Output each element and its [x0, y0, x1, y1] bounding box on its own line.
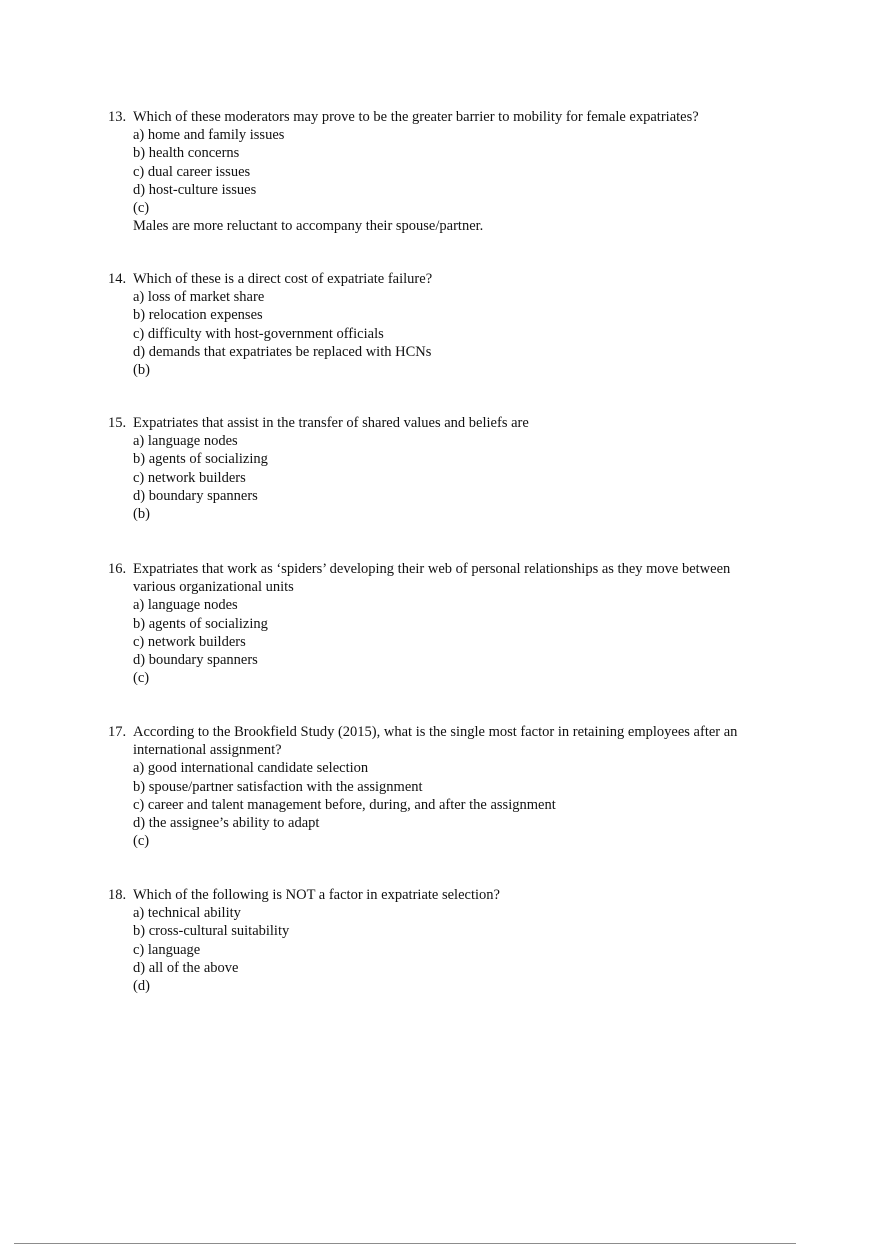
option-a: a) good international candidate selection [133, 760, 369, 777]
answer-note: Males are more reluctant to accompany their spouse/partner. [133, 218, 484, 235]
question-number: 15. [108, 415, 127, 431]
answer-key: (d) [133, 978, 150, 995]
question-number: 14. [108, 271, 127, 287]
footer-divider [14, 1243, 796, 1244]
question-number: 13. [108, 109, 127, 125]
question-15 [108, 414, 768, 523]
option-a: a) language nodes [133, 597, 238, 614]
option-b: b) spouse/partner satisfaction with the assignment [133, 778, 423, 795]
option-c: c) language [133, 941, 201, 958]
option-c: c) network builders [133, 469, 246, 486]
answer-key: (b) [133, 506, 150, 523]
option-d: d) boundary spanners [133, 652, 258, 669]
answer-key: (c) [133, 833, 150, 850]
question-prompt [108, 560, 768, 578]
question-text: Which of these moderators may prove to be the greater barrier to mobility for female expatriates? [133, 109, 699, 125]
question-14 [108, 270, 768, 379]
question-number: 18. [108, 887, 127, 903]
question-16 [108, 560, 768, 687]
option-b: b) health concerns [133, 145, 240, 162]
question-prompt [108, 108, 768, 126]
question-prompt [108, 886, 768, 904]
option-b: b) agents of socializing [133, 615, 268, 632]
option-d: d) demands that expatriates be replaced with HCNs [133, 343, 432, 360]
option-a: a) technical ability [133, 905, 241, 922]
question-17 [108, 723, 768, 850]
option-d: d) the assignee’s ability to adapt [133, 815, 320, 832]
question-text-continued: various organizational units [133, 579, 294, 596]
option-b: b) cross-cultural suitability [133, 923, 290, 940]
question-prompt [108, 270, 768, 288]
question-text: Which of these is a direct cost of expatriate failure? [133, 271, 433, 287]
option-d: d) all of the above [133, 959, 239, 976]
option-d: d) boundary spanners [133, 487, 258, 504]
option-a: a) loss of market share [133, 289, 265, 306]
option-c: c) difficulty with host-government officials [133, 325, 384, 342]
question-number: 17. [108, 724, 127, 740]
option-c: c) dual career issues [133, 163, 251, 180]
question-prompt [108, 414, 768, 432]
option-a: a) language nodes [133, 433, 238, 450]
answer-key: (c) [133, 200, 150, 217]
question-text: Which of the following is NOT a factor in expatriate selection? [133, 887, 500, 903]
answer-key: (c) [133, 670, 150, 687]
question-18 [108, 886, 768, 995]
option-b: b) agents of socializing [133, 451, 268, 468]
footer-fragment [797, 1241, 880, 1247]
question-prompt [108, 723, 768, 741]
question-text: Expatriates that assist in the transfer of shared values and beliefs are [133, 415, 529, 431]
option-a: a) home and family issues [133, 127, 285, 144]
question-text-continued: international assignment? [133, 742, 282, 759]
question-text: According to the Brookfield Study (2015), what is the single most factor in retaining employees after an [133, 724, 738, 740]
option-c: c) career and talent management before, during, and after the assignment [133, 796, 556, 813]
option-c: c) network builders [133, 633, 246, 650]
option-d: d) host-culture issues [133, 181, 257, 198]
question-13 [108, 108, 768, 235]
option-b: b) relocation expenses [133, 307, 263, 324]
question-number: 16. [108, 561, 127, 577]
question-text: Expatriates that work as ‘spiders’ developing their web of personal relationships as they move between [133, 561, 731, 577]
answer-key: (b) [133, 362, 150, 379]
